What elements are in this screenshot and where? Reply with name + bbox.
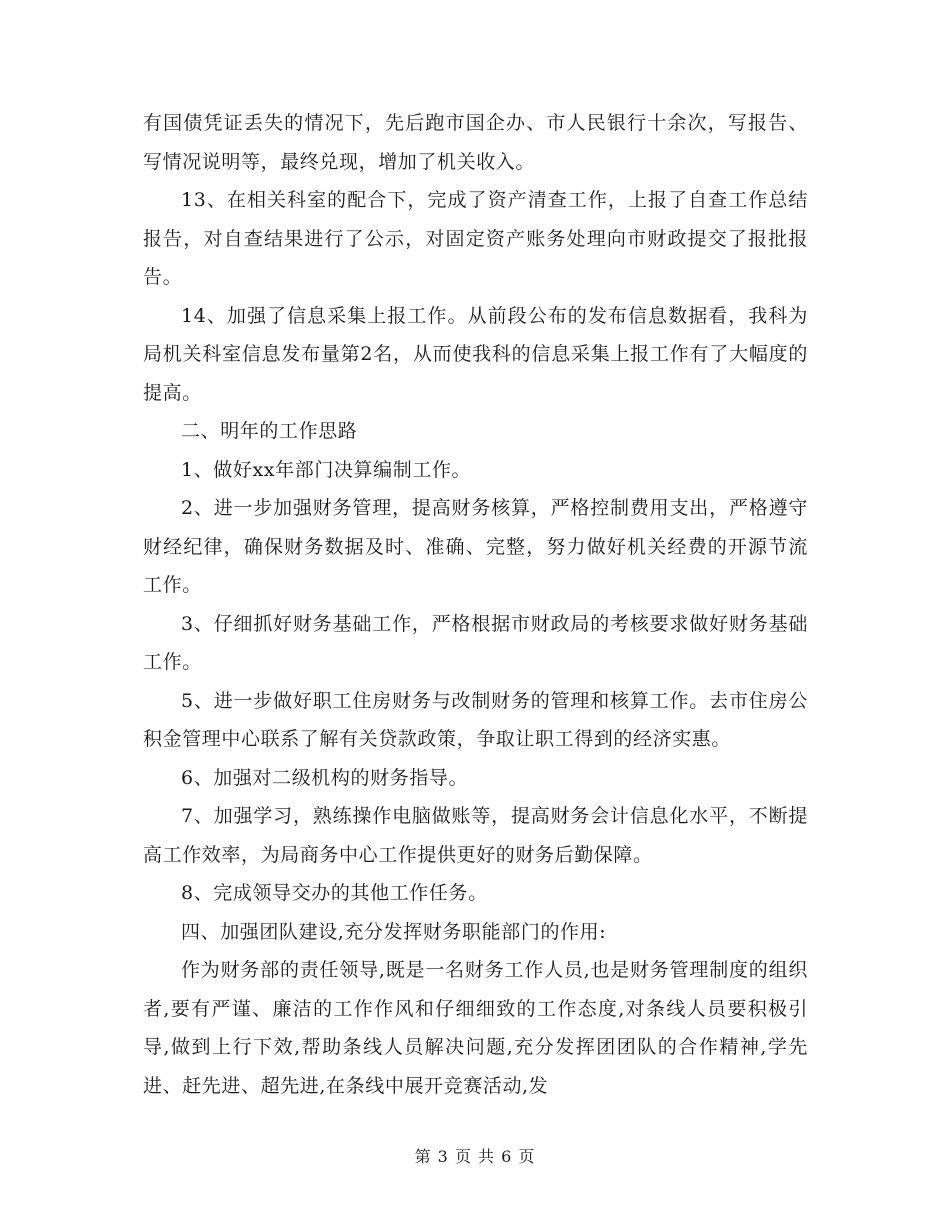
page-number-footer: 第 3 页 共 6 页 [414, 1147, 536, 1166]
section-heading-2: 二、明年的工作思路 [181, 420, 358, 442]
paragraph-item-8: 8、完成领导交办的其他工作任务。 [181, 882, 488, 904]
paragraph-item-3: 3、仔细抓好财务基础工作，严格根据市财政局的考核要求做好财务基础工作。 [143, 612, 808, 673]
paragraph-3: 14、加强了信息采集上报工作。从前段公布的发布信息数据看，我科为局机关科室信息发布量第2名，从而使我科的信息采集上报工作有了大幅度的提高。 [143, 304, 808, 404]
paragraph-item-2: 2、进一步加强财务管理，提高财务核算，严格控制费用支出，严格遵守财经纪律，确保财务数据及时、准确、完整，努力做好机关经费的开源节流工作。 [143, 497, 808, 596]
paragraph-item-6: 6、加强对二级机构的财务指导。 [181, 766, 469, 789]
paragraph-item-7: 7、加强学习，熟练操作电脑做账等，提高财务会计信息化水平，不断提高工作效率，为局商务中心工作提供更好的财务后勤保障。 [143, 805, 808, 866]
paragraph-1: 有国债凭证丢失的情况下，先后跑市国企办、市人民银行十余次，写报告、写情况说明等，最终兑现，增加了机关收入。 [143, 112, 808, 173]
paragraph-2: 13、在相关科室的配合下，完成了资产清查工作，上报了自查工作总结报告，对自查结果进行了公示，对固定资产账务处理向市财政提交了报批报告。 [143, 189, 808, 288]
paragraph-item-1: 1、做好xx年部门决算编制工作。 [181, 458, 472, 481]
section-heading-4: 四、加强团队建设,充分发挥财务职能部门的作用: [181, 920, 607, 943]
paragraph-team: 作为财务部的责任领导,既是一名财务工作人员,也是财务管理制度的组织者,要有严谨、廉洁的工作作风和仔细细致的工作态度,对条线人员要积极引导,做到上行下效,帮助条线人员解决问题,充分发挥团团队的合作精神,学先进、赶先进、超先进,在条线中展开竞赛活动,发 [143, 959, 808, 1097]
paragraph-item-5: 5、进一步做好职工住房财务与改制财务的管理和核算工作。去市住房公积金管理中心联系了解有关贷款政策，争取让职工得到的经济实惠。 [143, 689, 808, 750]
document-body [143, 104, 808, 1105]
